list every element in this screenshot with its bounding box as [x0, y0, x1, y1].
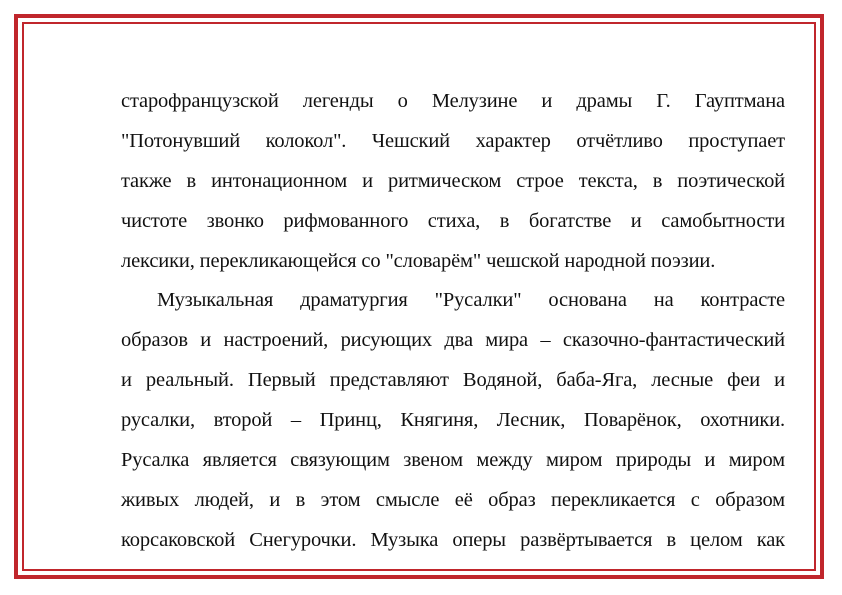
paragraph-1 — [121, 85, 785, 284]
text-line: "Потонувший колокол". Чешский характер отчётливо проступает — [121, 129, 785, 152]
paragraph-2 — [121, 284, 785, 563]
text-line: чистоте звонко рифмованного стиха, в богатстве и самобытности — [121, 209, 785, 232]
text-line: корсаковской Снегурочки. Музыка оперы развёртывается в целом как — [121, 528, 785, 551]
text-line: образов и настроений, рисующих два мира – сказочно-фантастический — [121, 329, 785, 352]
document-body — [121, 85, 785, 564]
text-line: Музыкальная драматургия "Русалки" основана на контрасте — [157, 289, 785, 312]
text-line: русалки, второй – Принц, Княгиня, Лесник, Поварёнок, охотники. — [121, 409, 785, 432]
text-line: и реальный. Первый представляют Водяной, баба-Яга, лесные феи и — [121, 369, 785, 392]
text-line: старофранцузской легенды о Мелузине и драмы Г. Гауптмана — [121, 90, 785, 112]
text-line: также в интонационном и ритмическом строе текста, в поэтической — [121, 169, 785, 192]
text-line: Русалка является связующим звеном между миром природы и миром — [121, 449, 785, 472]
text-line: лексики, перекликающейся со "словарём" чешской народной поэзии. — [121, 249, 716, 272]
text-line: живых людей, и в этом смысле её образ перекликается с образом — [121, 488, 785, 511]
